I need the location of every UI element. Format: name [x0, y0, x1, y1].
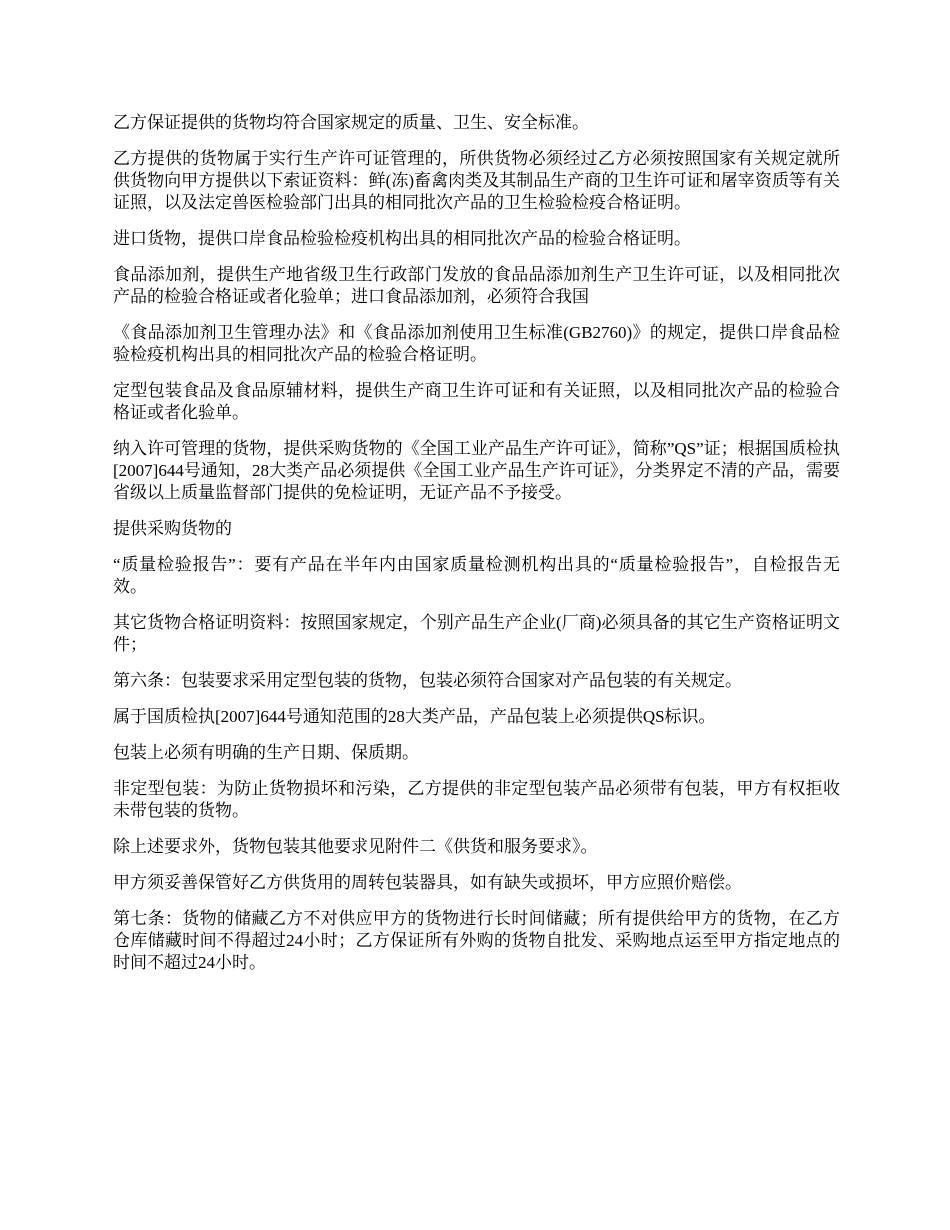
document-body — [113, 112, 840, 988]
paragraph-article-seven: 第七条：货物的储藏乙方不对供应甲方的货物进行长时间储藏；所有提供给甲方的货物，在乙方仓库储藏时间不得超过24小时；乙方保证所有外购的货物自批发、采购地点运至甲方指定地点的时间不超过24小时。 — [113, 909, 840, 972]
paragraph-food-additives: 食品添加剂，提供生产地省级卫生行政部门发放的食品品添加剂生产卫生许可证，以及相同批次产品的检验合格证或者化验单；进口食品添加剂，必须符合我国 — [113, 265, 840, 306]
paragraph-quality-standard: 乙方保证提供的货物均符合国家规定的质量、卫生、安全标准。 — [113, 113, 589, 132]
paragraph-qs-mark: 属于国质检执[2007]644号通知范围的28大类产品，产品包装上必须提供QS标识。 — [113, 707, 716, 726]
paragraph-production-date: 包装上必须有明确的生产日期、保质期。 — [113, 743, 419, 762]
paragraph-article-six: 第六条：包装要求采用定型包装的货物，包装必须符合国家对产品包装的有关规定。 — [113, 671, 742, 690]
paragraph-license-documents: 乙方提供的货物属于实行生产许可证管理的，所供货物必须经过乙方必须按照国家有关规定就所供货物向甲方提供以下索证资料：鲜(冻)畜禽肉类及其制品生产商的卫生许可证和屠宰资质等有关证照，以及法定兽医检验部门出具的相同批次产品的卫生检验检疫合格证明。 — [113, 149, 840, 212]
paragraph-qs-license: 纳入许可管理的货物，提供采购货物的《全国工业产品生产许可证》，简称”QS”证；根据国质检执[2007]644号通知，28大类产品必须提供《全国工业产品生产许可证》，分类界定不清的产品，需要省级以上质量监督部门提供的免检证明，无证产品不予接受。 — [113, 439, 840, 502]
paragraph-attachment-two: 除上述要求外，货物包装其他要求见附件二《供货和服务要求》。 — [113, 837, 598, 856]
paragraph-imported-goods: 进口货物，提供口岸食品检验检疫机构出具的相同批次产品的检验合格证明。 — [113, 229, 691, 248]
paragraph-additive-regulations: 《食品添加剂卫生管理办法》和《食品添加剂使用卫生标准(GB2760)》的规定，提供口岸食品检验检疫机构出具的相同批次产品的检验合格证明。 — [113, 323, 840, 364]
paragraph-non-standard-packaging: 非定型包装：为防止货物损坏和污染，乙方提供的非定型包装产品必须带有包装，甲方有权拒收未带包装的货物。 — [113, 779, 840, 820]
paragraph-other-certificates: 其它货物合格证明资料：按照国家规定，个别产品生产企业(厂商)必须具备的其它生产资格证明文件； — [113, 613, 840, 654]
paragraph-purchase-goods: 提供采购货物的 — [113, 519, 232, 538]
paragraph-packaged-food: 定型包装食品及食品原辅材料，提供生产商卫生许可证和有关证照，以及相同批次产品的检验合格证或者化验单。 — [113, 381, 840, 422]
paragraph-packaging-custody: 甲方须妥善保管好乙方供货用的周转包装器具，如有缺失或损坏，甲方应照价赔偿。 — [113, 873, 742, 892]
paragraph-inspection-report: “质量检验报告”：要有产品在半年内由国家质量检测机构出具的“质量检验报告”，自检报告无效。 — [113, 555, 840, 596]
